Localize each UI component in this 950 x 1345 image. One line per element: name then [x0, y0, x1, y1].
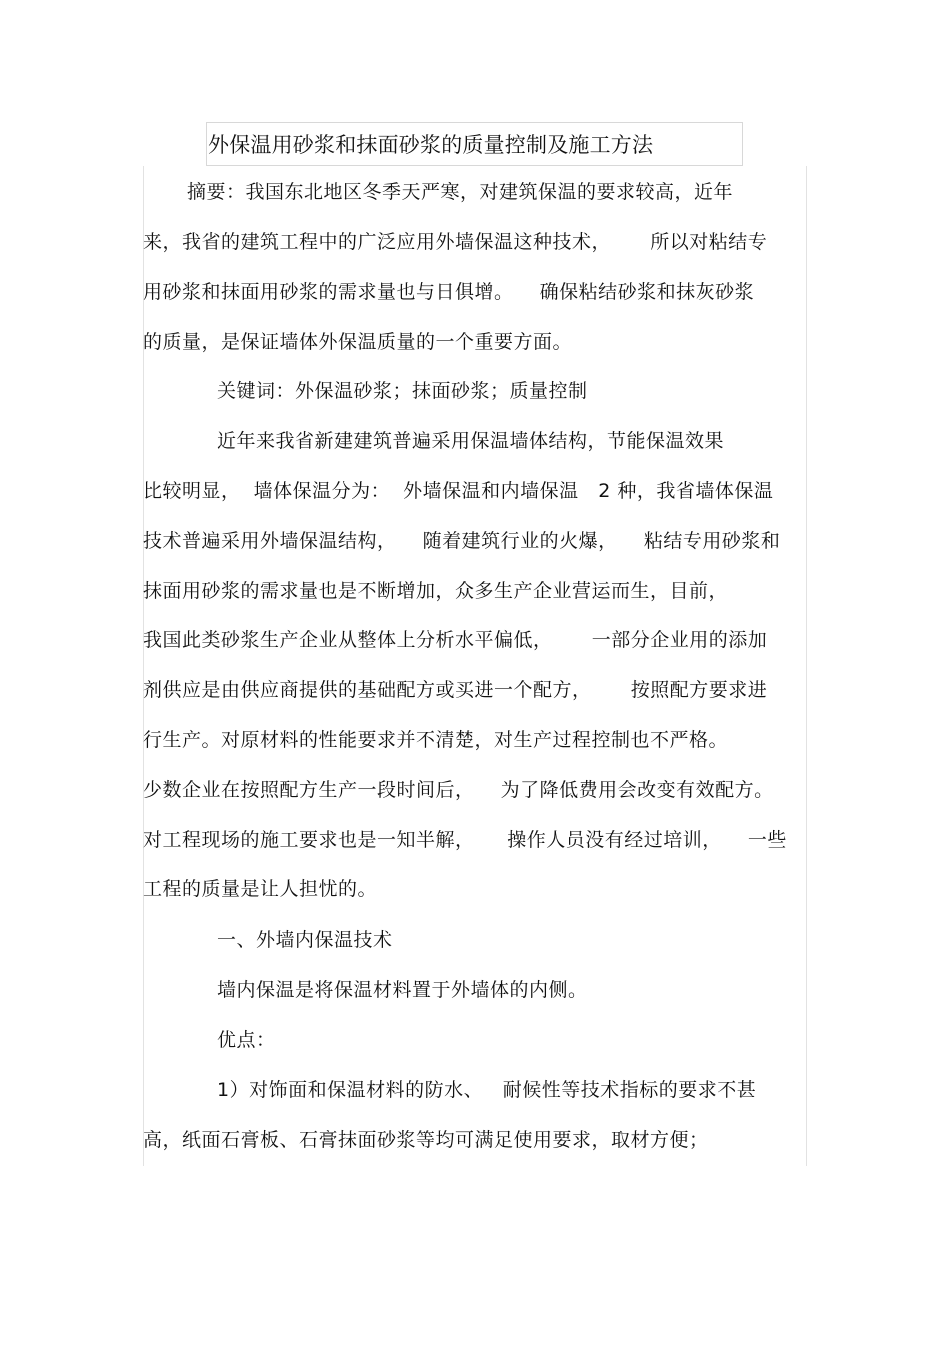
paragraph-line-1: 近年来我省新建建筑普遍采用保温墙体结构，节能保温效果: [217, 430, 725, 452]
paragraph-line-7: 行生产。对原材料的性能要求并不清楚，对生产过程控制也不严格。: [143, 729, 729, 751]
advantage-line-1: 1）对饰面和保温材料的防水、 耐候性等技术指标的要求不甚: [217, 1079, 757, 1101]
advantage-line-2: 高，纸面石膏板、石膏抹面砂浆等均可满足使用要求，取材方便；: [143, 1129, 709, 1151]
paragraph-line-9: 对工程现场的施工要求也是一知半解， 操作人员没有经过培训， 一些: [143, 829, 787, 851]
abstract-line-2: 来，我省的建筑工程中的广泛应用外墙保温这种技术， 所以对粘结专: [143, 231, 768, 253]
paragraph-line-3: 技术普遍采用外墙保温结构， 随着建筑行业的火爆， 粘结专用砂浆和: [143, 530, 781, 552]
document-title: 外保温用砂浆和抹面砂浆的质量控制及施工方法: [208, 133, 654, 157]
abstract-line-4: 的质量，是保证墙体外保温质量的一个重要方面。: [143, 331, 573, 353]
abstract-line-1: 摘要：我国东北地区冬季天严寒，对建筑保温的要求较高，近年: [187, 181, 734, 203]
paragraph-line-6: 剂供应是由供应商提供的基础配方或买进一个配方， 按照配方要求进: [143, 679, 768, 701]
paragraph-line-4: 抹面用砂浆的需求量也是不断增加，众多生产企业营运而生，目前，: [143, 580, 729, 602]
section-line-1: 墙内保温是将保温材料置于外墙体的内侧。: [217, 979, 588, 1001]
body-frame: [143, 166, 807, 1166]
paragraph-line-8: 少数企业在按照配方生产一段时间后， 为了降低费用会改变有效配方。: [143, 779, 774, 801]
section-heading: 一、外墙内保温技术: [217, 929, 393, 951]
paragraph-line-2: 比较明显， 墙体保温分为： 外墙保温和内墙保温 2 种，我省墙体保温: [143, 480, 774, 502]
keywords-line: 关键词：外保温砂浆；抹面砂浆；质量控制: [217, 380, 588, 402]
abstract-line-3: 用砂浆和抹面用砂浆的需求量也与日俱增。 确保粘结砂浆和抹灰砂浆: [143, 281, 755, 303]
paragraph-line-10: 工程的质量是让人担忧的。: [143, 878, 378, 900]
paragraph-line-5: 我国此类砂浆生产企业从整体上分析水平偏低， 一部分企业用的添加: [143, 629, 768, 651]
advantages-label: 优点：: [217, 1029, 276, 1051]
